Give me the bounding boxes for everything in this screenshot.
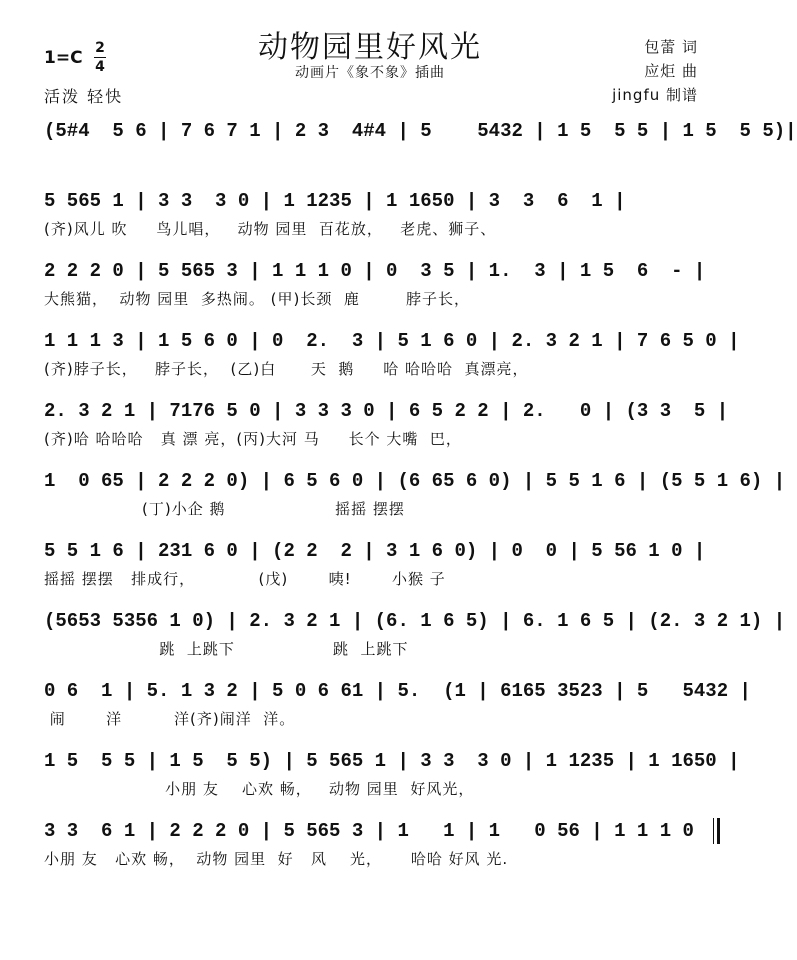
score-system xyxy=(44,180,720,250)
transcriber-credit: jingfu 制谱 xyxy=(612,86,698,104)
score-system xyxy=(44,740,740,810)
song-title: 动物园里好风光 xyxy=(258,30,482,65)
time-signature-top: 2 xyxy=(95,40,105,56)
lyric-line: (丁)小企 鹅 摇摇 摆摆 xyxy=(44,500,405,518)
composer-credit: 应炬 曲 xyxy=(644,62,698,80)
score-system xyxy=(44,600,786,670)
time-signature xyxy=(94,40,106,75)
lyric-line: (齐)脖子长， 脖子长， (乙)白 天 鹅 哈 哈哈哈 真漂亮， xyxy=(44,360,529,378)
notation-line: 1 5 5 5 | 1 5 5 5) | 5 565 1 | 3 3 3 0 | 1 1235 | 1 1650 | xyxy=(44,750,740,772)
notation-line: (5653 5356 1 0) | 2. 3 2 1 | (6. 1 6 5) | 6. 1 6 5 | (2. 3 2 1) | xyxy=(44,610,786,632)
tempo-marking: 活泼 轻快 xyxy=(44,87,124,106)
key-signature: 1=C xyxy=(44,48,83,68)
score-system xyxy=(44,460,786,530)
score-system xyxy=(44,670,751,740)
song-subtitle: 动画片《象不象》插曲 xyxy=(295,65,445,81)
score-system xyxy=(44,110,797,180)
notation-line: 3 3 6 1 | 2 2 2 0 | 5 565 3 | 1 1 | 1 0 56 | 1 1 1 0 xyxy=(44,820,694,842)
lyric-line: 闹 洋 洋(齐)闹洋 洋。 xyxy=(44,710,296,728)
notation-line: 5 5 1 6 | 231 6 0 | (2 2 2 | 3 1 6 0) | 0 0 | 5 56 1 0 | xyxy=(44,540,706,562)
final-barline xyxy=(713,818,720,844)
lyric-line: (齐)风儿 吹 鸟儿唱， 动物 园里 百花放， 老虎、狮子、 xyxy=(44,220,497,238)
notation-line: 2. 3 2 1 | 7176 5 0 | 3 3 3 0 | 6 5 2 2 | 2. 0 | (3 3 5 | xyxy=(44,400,729,422)
score-system xyxy=(44,810,720,880)
notation-line: (5#4 5 6 | 7 6 7 1 | 2 3 4#4 | 5 5432 | 1 5 5 5 | 1 5 5 5)| xyxy=(44,120,797,142)
time-signature-bottom: 4 xyxy=(95,59,105,75)
lyric-line: 摇摇 摆摆 排成行， (戊) 咦! 小猴 子 xyxy=(44,570,446,588)
time-signature-divider xyxy=(94,57,106,58)
notation-line: 1 1 1 3 | 1 5 6 0 | 0 2. 3 | 5 1 6 0 | 2. 3 2 1 | 7 6 5 0 | xyxy=(44,330,740,352)
score-system xyxy=(44,320,740,390)
lyric-line: 小朋 友 心欢 畅， 动物 园里 好 风 光， 哈哈 好风 光. xyxy=(44,850,509,868)
notation-line: 5 565 1 | 3 3 3 0 | 1 1235 | 1 1650 | 3 3 6 1 | xyxy=(44,190,626,212)
score-system xyxy=(44,530,720,600)
score-system xyxy=(44,250,720,320)
notation-line: 2 2 2 0 | 5 565 3 | 1 1 1 0 | 0 3 5 | 1. 3 | 1 5 6 - | xyxy=(44,260,706,282)
lyric-line: (齐)哈 哈哈哈 真 漂 亮，(丙)大河 马 长个 大嘴 巴， xyxy=(44,430,462,448)
score xyxy=(44,110,797,880)
lyricist-credit: 包蕾 词 xyxy=(644,38,698,56)
lyric-line: 小朋 友 心欢 畅， 动物 园里 好风光， xyxy=(44,780,475,798)
score-system xyxy=(44,390,729,460)
lyric-line: 大熊猫， 动物 园里 多热闹。 (甲)长颈 鹿 脖子长， xyxy=(44,290,470,308)
notation-line: 0 6 1 | 5. 1 3 2 | 5 0 6 61 | 5. (1 | 6165 3523 | 5 5432 | xyxy=(44,680,751,702)
notation-line: 1 0 65 | 2 2 2 0) | 6 5 6 0 | (6 65 6 0) | 5 5 1 6 | (5 5 1 6) | xyxy=(44,470,786,492)
lyric-line: 跳 上跳下 跳 上跳下 xyxy=(44,640,409,658)
